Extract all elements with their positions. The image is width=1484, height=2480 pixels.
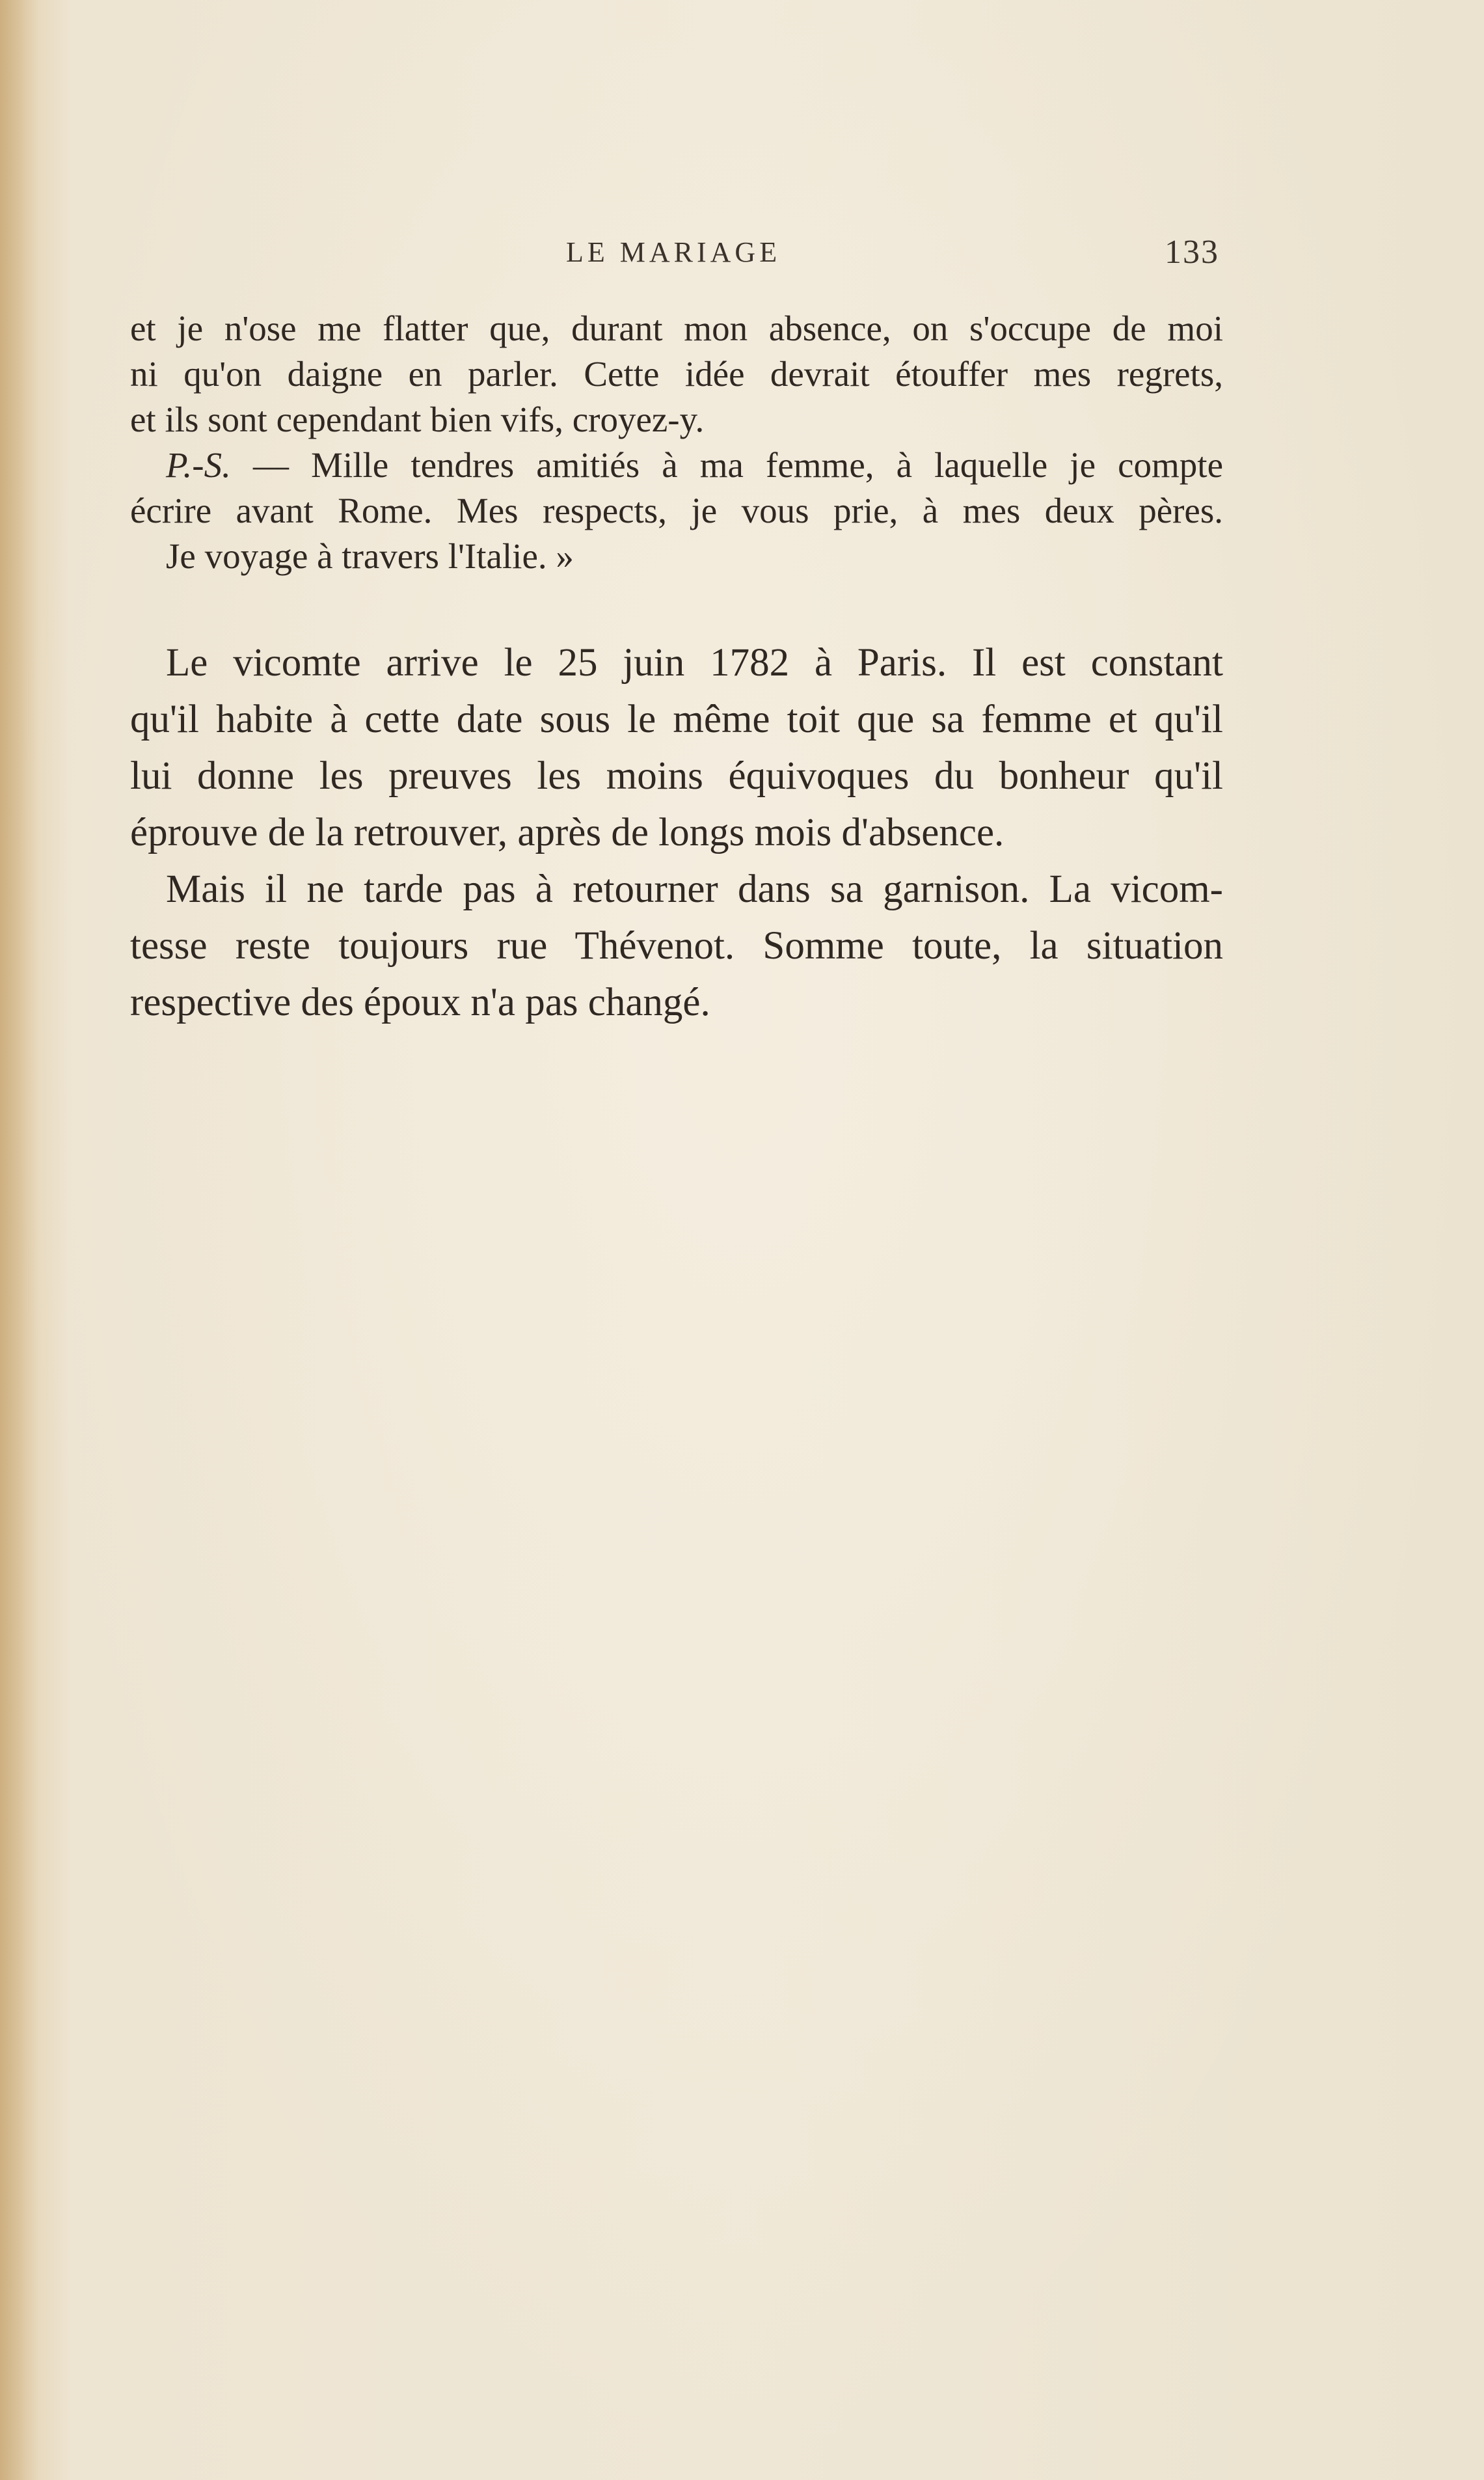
paragraph-line: respective des époux n'a pas changé. [130, 981, 710, 1024]
paragraph-line: tesse reste toujours rue Thévenot. Somme toute, la situation [130, 924, 1223, 968]
paragraph-line: Mais il ne tarde pas à retourner dans sa garnison. La vicom- [166, 867, 1223, 911]
letter-line: ni qu'on daigne en parler. Cette idée devrait étouffer mes regrets, [130, 354, 1223, 394]
page-gutter-shadow [0, 0, 39, 2480]
running-head [0, 236, 1484, 281]
postscript-text: — Mille tendres amitiés à ma femme, à laquelle je compte [230, 445, 1223, 485]
page-number: 133 [1165, 234, 1219, 271]
letter-line: et je n'ose me flatter que, durant mon absence, on s'occupe de moi [130, 308, 1223, 348]
narrative-text [130, 634, 1223, 1031]
postscript-line [130, 443, 1223, 488]
postscript-line: écrire avant Rome. Mes respects, je vous prie, à mes deux pères. [130, 491, 1223, 530]
paragraph-line: lui donne les preuves les moins équivoques du bonheur qu'il [130, 754, 1223, 798]
paragraph-line: Le vicomte arrive le 25 juin 1782 à Paris. Il est constant [166, 641, 1223, 685]
postscript-label: P.-S. [166, 445, 231, 485]
postscript-line: Je voyage à travers l'Italie. » [166, 536, 574, 576]
letter-line: et ils sont cependant bien vifs, croyez-y. [130, 400, 705, 439]
running-title: LE MARIAGE [566, 236, 781, 268]
paragraph-line: qu'il habite à cette date sous le même toit que sa femme et qu'il [130, 698, 1223, 741]
paragraph-line: éprouve de la retrouver, après de longs mois d'absence. [130, 811, 1005, 854]
letter-excerpt [130, 306, 1223, 579]
